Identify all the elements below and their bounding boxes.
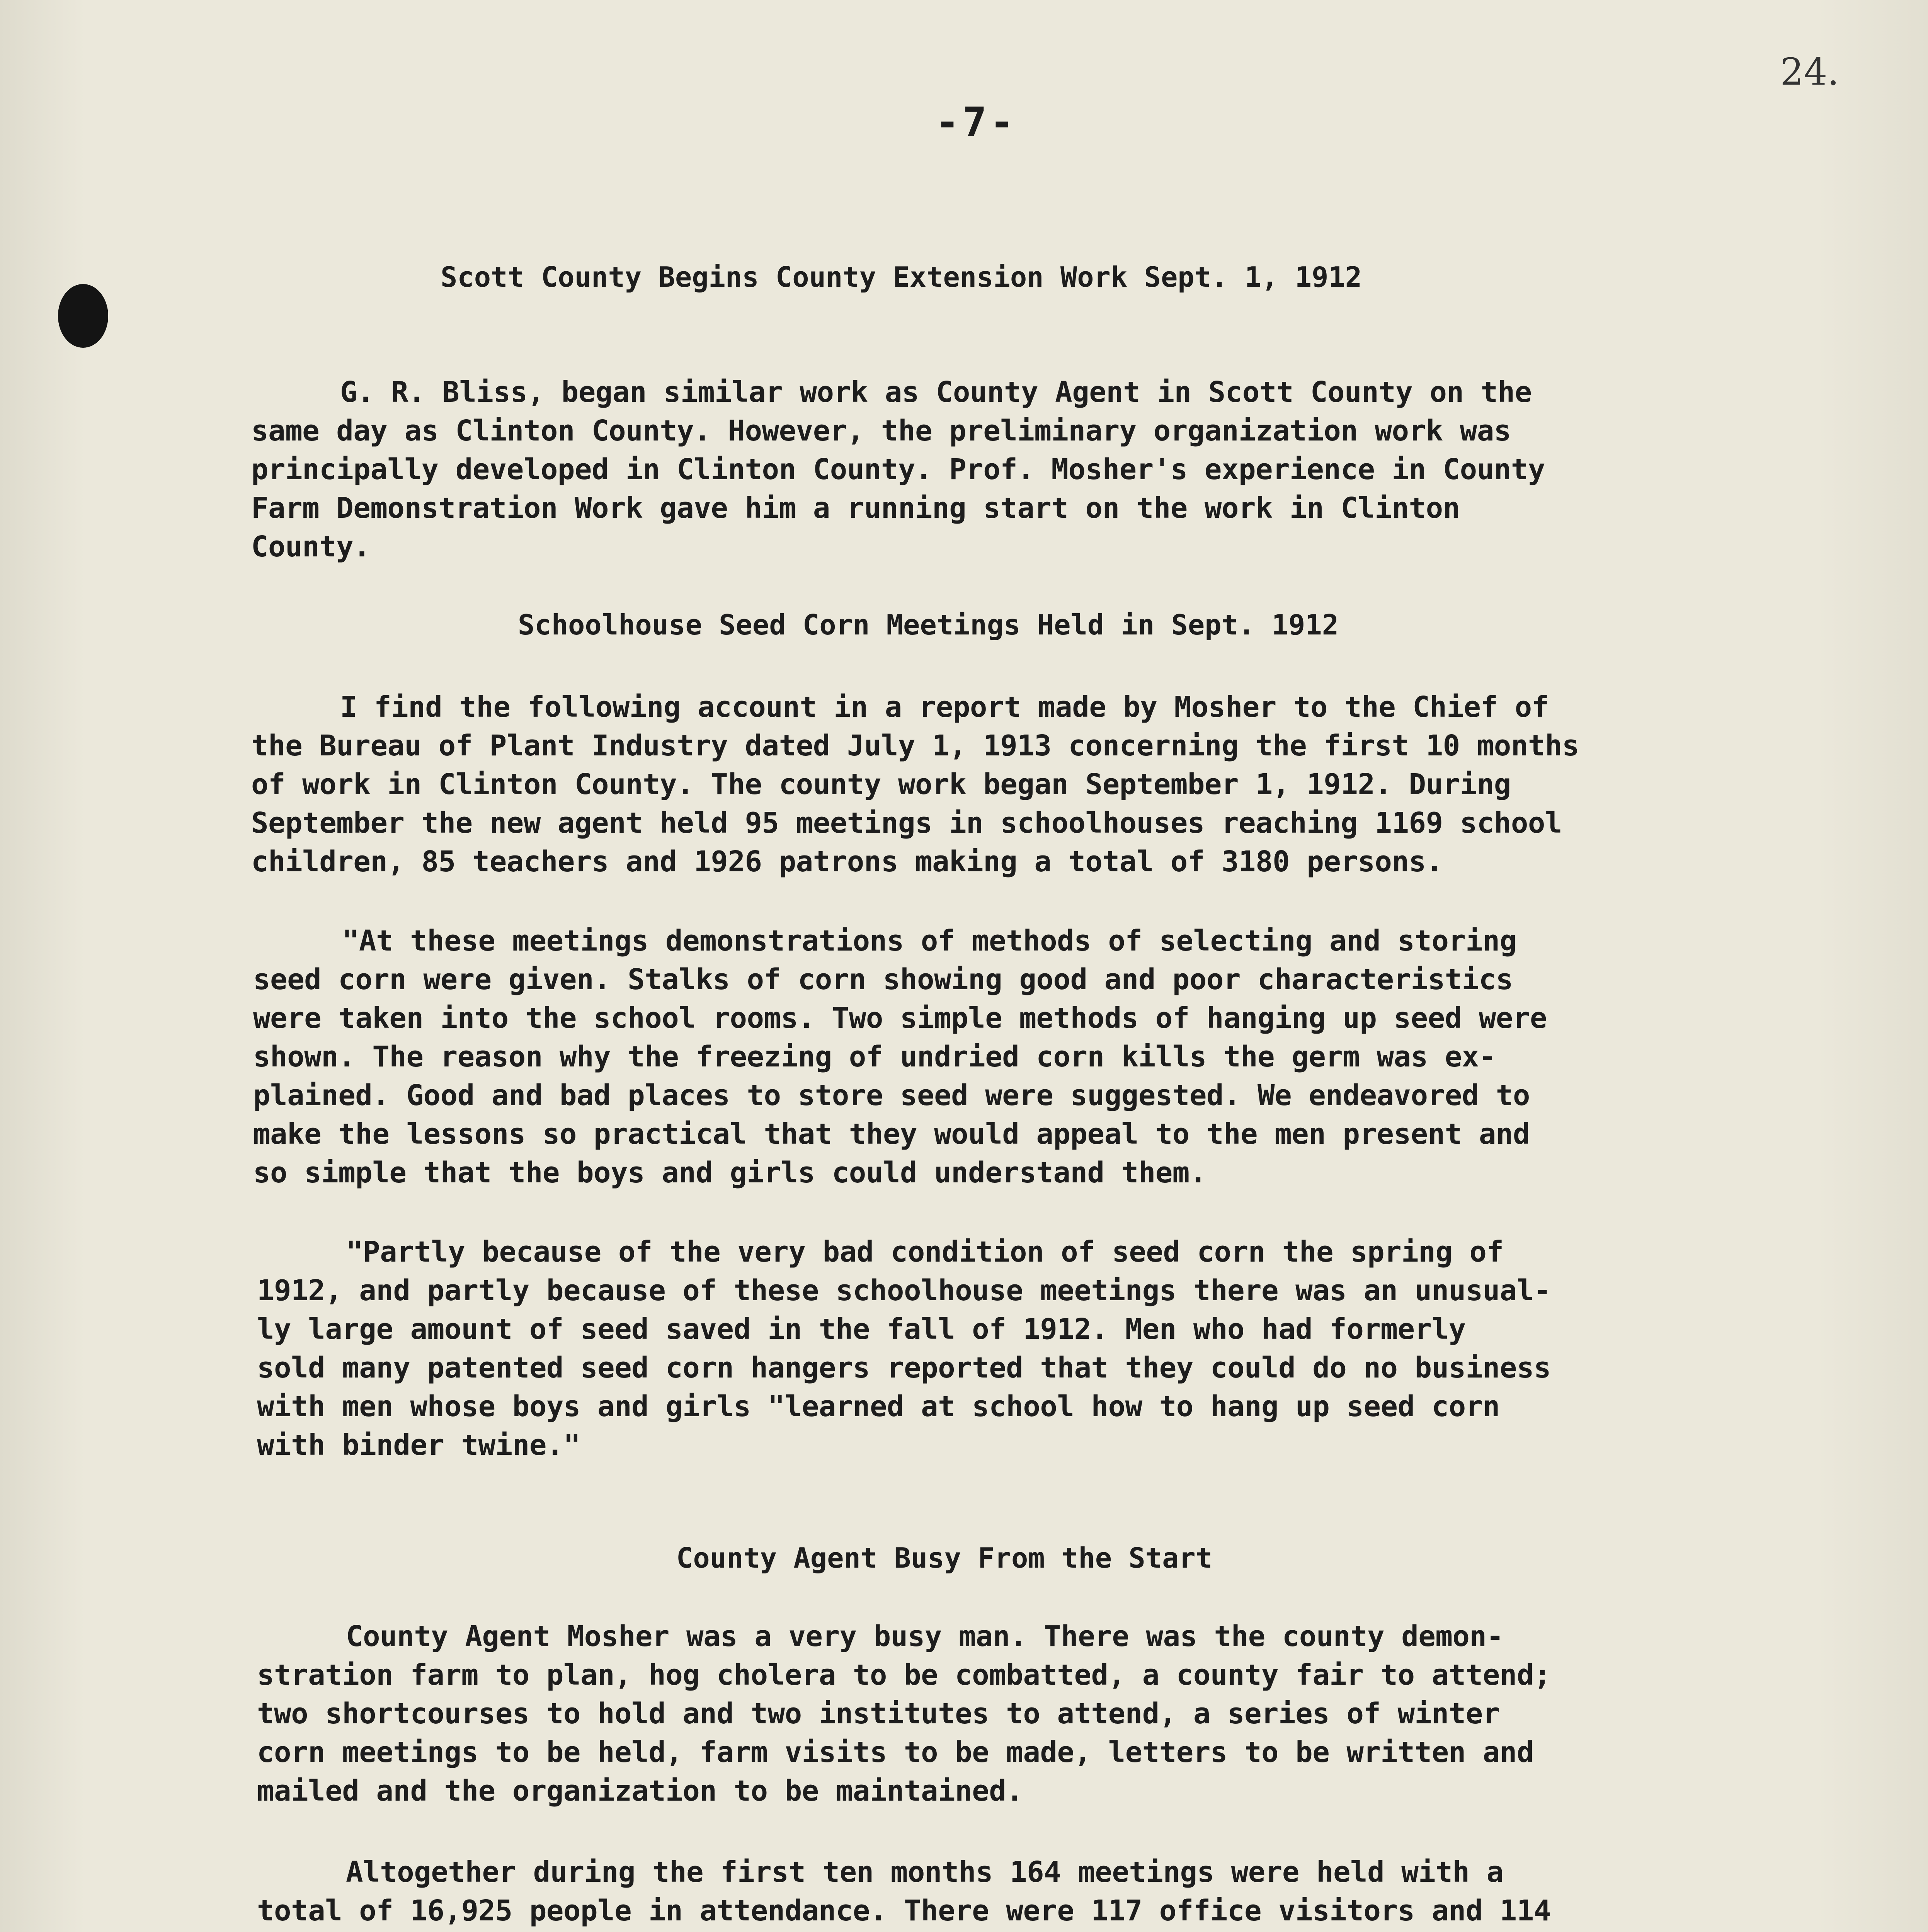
text-line: Farm Demonstration Work gave him a running start on the work in Clinton xyxy=(251,492,1460,525)
paragraph-bliss xyxy=(251,373,1545,566)
text-line: make the lessons so practical that they would appeal to the men present and xyxy=(253,1117,1530,1151)
text-line: Altogether during the first ten months 164 meetings were held with a xyxy=(346,1855,1504,1889)
page-number: -7- xyxy=(935,99,1017,146)
text-line: stration farm to plan, hog cholera to be combatted, a county fair to attend; xyxy=(257,1658,1551,1692)
text-line: the Bureau of Plant Industry dated July 1, 1913 concerning the first 10 months xyxy=(251,729,1579,762)
section-heading-schoolhouse-meetings: Schoolhouse Seed Corn Meetings Held in Sept. 1912 xyxy=(518,609,1339,641)
text-line: total of 16,925 people in attendance. There were 117 office visitors and 114 xyxy=(257,1894,1551,1927)
text-line: ly large amount of seed saved in the fall of 1912. Men who had formerly xyxy=(257,1313,1466,1346)
text-line: September the new agent held 95 meetings in schoolhouses reaching 1169 school xyxy=(251,806,1562,840)
text-line: corn meetings to be held, farm visits to be made, letters to be written and xyxy=(257,1736,1534,1769)
text-line: with binder twine." xyxy=(257,1429,580,1462)
paragraph-meetings-totals xyxy=(257,1853,1551,1932)
text-line: sold many patented seed corn hangers reported that they could do no business xyxy=(257,1351,1551,1384)
paragraph-seed-corn-quote xyxy=(257,1233,1551,1464)
text-line: principally developed in Clinton County. Prof. Mosher's experience in County xyxy=(251,453,1545,486)
text-line: "At these meetings demonstrations of methods of selecting and storing xyxy=(342,924,1517,957)
text-line: so simple that the boys and girls could understand them. xyxy=(253,1156,1206,1189)
text-line xyxy=(257,1930,1551,1932)
section-heading-scott-county: Scott County Begins County Extension Work Sept. 1, 1912 xyxy=(441,261,1362,293)
text-line: County. xyxy=(251,530,371,563)
text-line: same day as Clinton County. However, the preliminary organization work was xyxy=(251,414,1511,447)
text-line: mailed and the organization to be maintained. xyxy=(257,1774,1023,1808)
text-line: shown. The reason why the freezing of undried corn kills the germ was ex- xyxy=(253,1040,1496,1073)
punch-hole-top xyxy=(58,284,108,348)
archive-page-number: 24. xyxy=(1780,50,1839,94)
text-line: "Partly because of the very bad condition of seed corn the spring of xyxy=(346,1235,1504,1269)
text-line: two shortcourses to hold and two institutes to attend, a series of winter xyxy=(257,1697,1500,1730)
text-line: G. R. Bliss, began similar work as County Agent in Scott County on the xyxy=(340,376,1532,409)
text-line: of work in Clinton County. The county work began September 1, 1912. During xyxy=(251,768,1511,801)
paragraph-report xyxy=(251,688,1579,881)
section-heading-county-agent-busy: County Agent Busy From the Start xyxy=(676,1542,1213,1574)
text-line: County Agent Mosher was a very busy man. There was the county demon- xyxy=(346,1620,1504,1653)
text-line: were taken into the school rooms. Two simple methods of hanging up seed were xyxy=(253,1002,1547,1035)
paragraph-demonstrations-quote xyxy=(253,922,1547,1192)
text-line: seed corn were given. Stalks of corn showing good and poor characteristics xyxy=(253,963,1513,996)
text-line: children, 85 teachers and 1926 patrons making a total of 3180 persons. xyxy=(251,845,1443,878)
paragraph-busy-man xyxy=(257,1617,1551,1810)
text-line: I find the following account in a report made by Mosher to the Chief of xyxy=(340,690,1549,724)
text-line: plained. Good and bad places to store seed were suggested. We endeavored to xyxy=(253,1079,1530,1112)
text-line: 1912, and partly because of these schoolhouse meetings there was an unusual- xyxy=(257,1274,1551,1307)
text-line: with men whose boys and girls "learned at school how to hang up seed corn xyxy=(257,1390,1500,1423)
